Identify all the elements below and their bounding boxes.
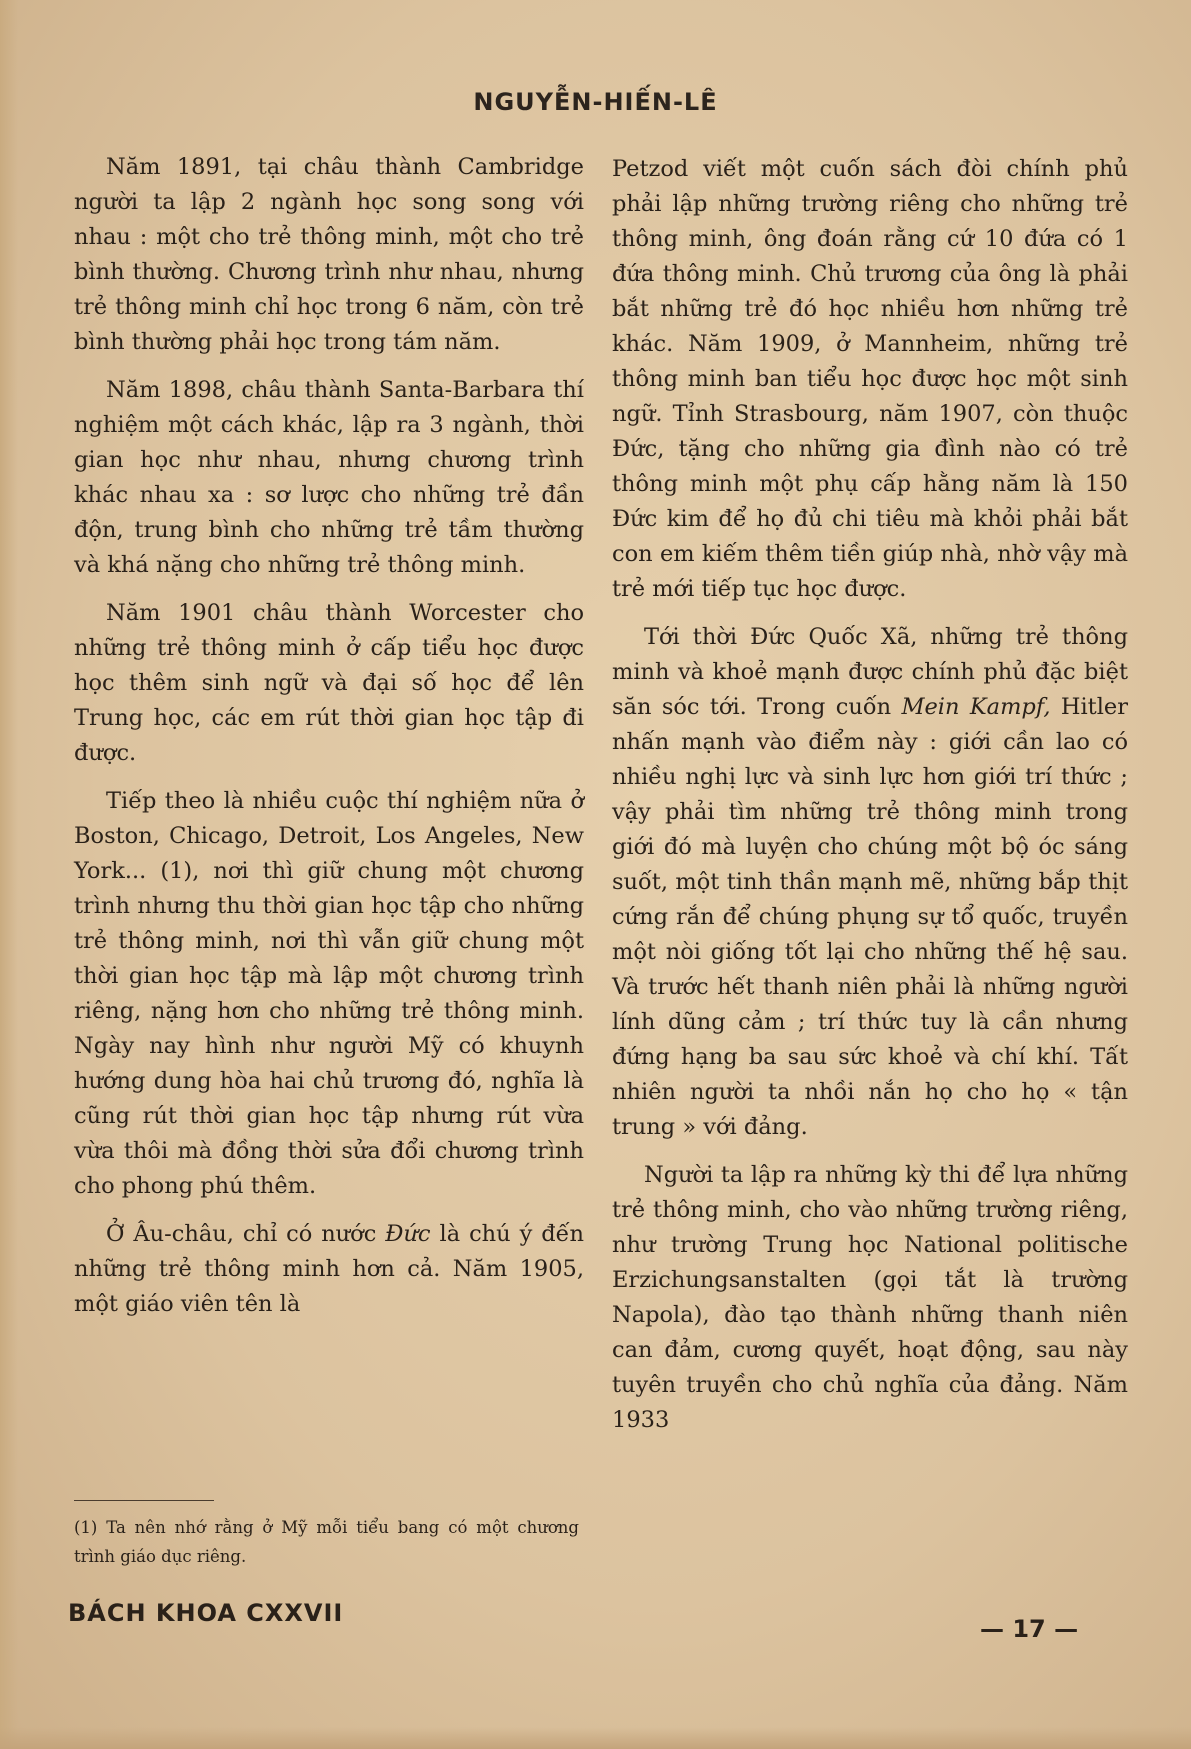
paragraph xyxy=(612,620,1128,1145)
paragraph: Tiếp theo là nhiều cuộc thí nghiệm nữa ở Boston, Chicago, Detroit, Los Angeles, New York... (1), nơi thì giữ chung một chương trình nhưng thu thời gian học tập cho những trẻ thông minh, nơi thì vẫn giữ chung một thời gian học tập mà lập một chương trình riêng, nặng hơn cho những trẻ thông minh. Ngày nay hình như người Mỹ có khuynh hướng dung hòa hai chủ trương đó, nghĩa là cũng rút thời gian học tập nhưng rút vừa vừa thôi mà đồng thời sửa đổi chương trình cho phong phú thêm. xyxy=(74,788,584,1199)
italic-text: Đức xyxy=(385,1221,431,1247)
text-run: Tới thời Đức Quốc Xã, những trẻ thông minh và khoẻ mạnh được chính phủ đặc biệt săn sóc tới. Trong cuốn xyxy=(612,624,1128,720)
paragraph: Người ta lập ra những kỳ thi để lựa những trẻ thông minh, cho vào những trường riêng, như trường Trung học National politische Erzichungsanstalten (gọi tắt là trường Napola), đào tạo thành những thanh niên can đảm, cương quyết, hoạt động, sau này tuyên truyền cho chủ nghĩa của đảng. Năm 1933 xyxy=(612,1162,1128,1433)
paragraph: Năm 1901 châu thành Worcester cho những trẻ thông minh ở cấp tiểu học được học thêm sinh ngữ và đại số học để lên Trung học, các em rút thời gian học tập đi được. xyxy=(74,600,584,766)
footnote: (1) Ta nên nhớ rằng ở Mỹ mỗi tiểu bang có một chương trình giáo dục riêng. xyxy=(74,1518,579,1566)
paragraph: Năm 1891, tại châu thành Cambridge người ta lập 2 ngành học song song với nhau : một cho trẻ thông minh, một cho trẻ bình thường. Chương trình như nhau, nhưng trẻ thông minh chỉ học trong 6 năm, còn trẻ bình thường phải học trong tám năm. xyxy=(74,154,584,355)
right-column xyxy=(612,152,1128,1451)
magazine-title: BÁCH KHOA CXXVII xyxy=(68,1599,344,1627)
left-column xyxy=(74,150,584,1335)
page-header-author: NGUYỄN-HIẾN-LÊ xyxy=(473,88,718,116)
text-run: là chú ý đến những trẻ thông minh hơn cả. Năm 1905, một giáo viên tên là xyxy=(74,1221,585,1317)
footnote-rule xyxy=(74,1500,214,1501)
paragraph: Petzod viết một cuốn sách đòi chính phủ phải lập những trường riêng cho những trẻ thông minh, ông đoán rằng cứ 10 đứa có 1 đứa thông minh. Chủ trương của ông là phải bắt những trẻ đó học nhiều hơn những trẻ khác. Năm 1909, ở Mannheim, những trẻ thông minh ban tiểu học được học một sinh ngữ. Tỉnh Strasbourg, năm 1907, còn thuộc Đức, tặng cho những gia đình nào có trẻ thông minh một phụ cấp hằng năm là 150 Đức kim để họ đủ chi tiêu mà khỏi phải bắt con em kiếm thêm tiền giúp nhà, nhờ vậy mà trẻ mới tiếp tục học được. xyxy=(612,156,1128,602)
text-run: Ở Âu-châu, chỉ có nước xyxy=(106,1221,386,1247)
text-run: Hitler nhấn mạnh vào điểm này : giới cần lao có nhiều nghị lực và sinh lực hơn giới trí thức ; vậy phải tìm những trẻ thông minh trong giới đó mà luyện cho chúng một bộ óc sáng suốt, một tinh thần mạnh mẽ, những bắp thịt cứng rắn để chúng phụng sự tổ quốc, truyền một nòi giống tốt lại cho những thế hệ sau. Và trước hết thanh niên phải là những người lính dũng cảm ; trí thức tuy là cần nhưng đứng hạng ba sau sức khoẻ và chí khí. Tất nhiên người ta nhồi nắn họ cho họ « tận trung » với đảng. xyxy=(612,694,1128,1140)
page-bottom-shadow xyxy=(0,1727,1191,1749)
italic-text: Mein Kampf, xyxy=(901,694,1051,720)
paragraph xyxy=(74,1217,584,1322)
page-edge-shadow xyxy=(0,0,18,1749)
paragraph: Năm 1898, châu thành Santa-Barbara thí nghiệm một cách khác, lập ra 3 ngành, thời gian học như nhau, nhưng chương trình khác nhau xa : sơ lược cho những trẻ đần độn, trung bình cho những trẻ tầm thường và khá nặng cho những trẻ thông minh. xyxy=(74,377,584,578)
page-number: — 17 — xyxy=(980,1615,1079,1643)
